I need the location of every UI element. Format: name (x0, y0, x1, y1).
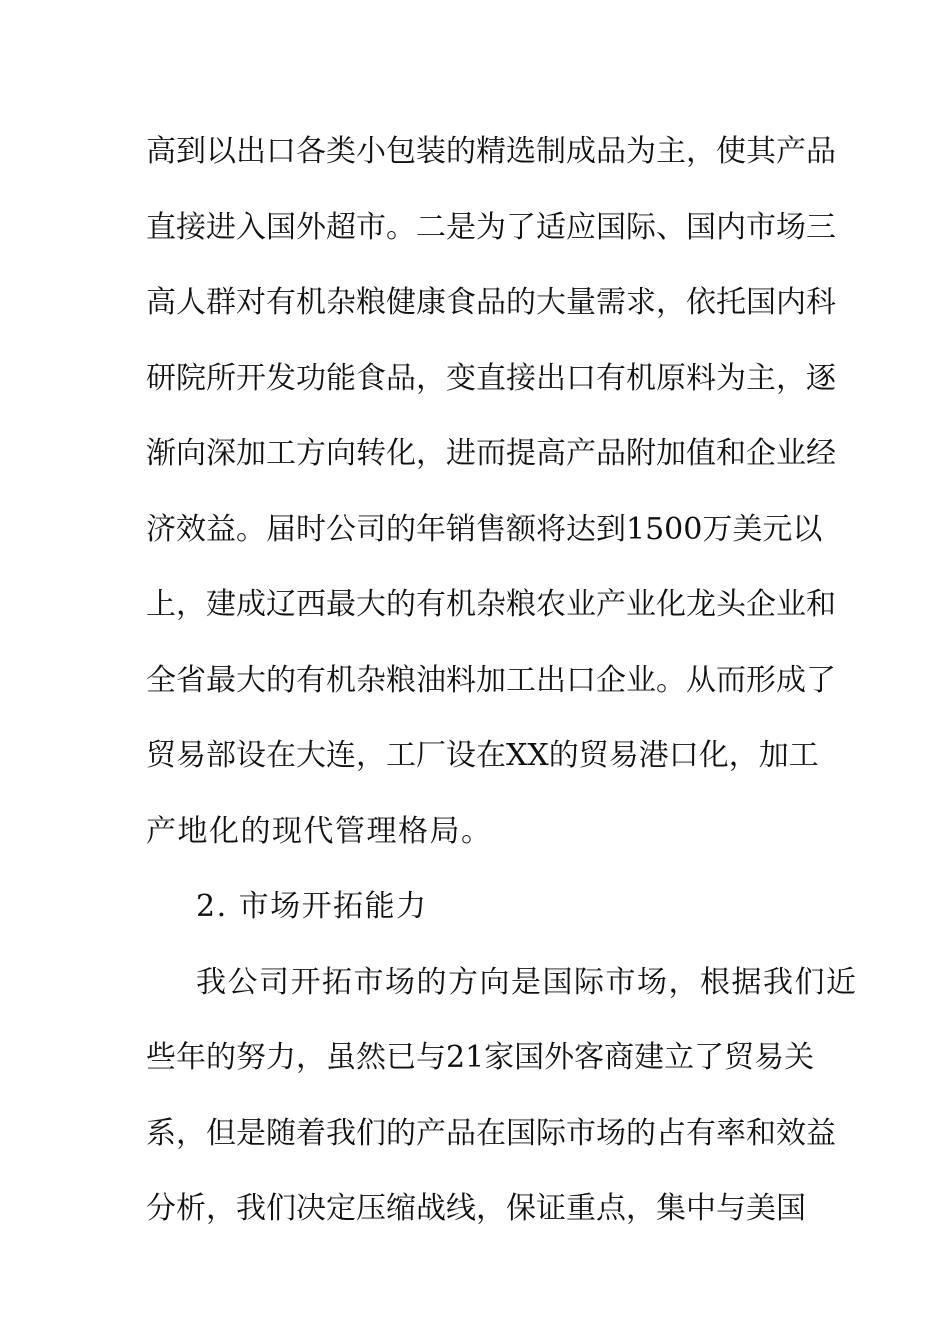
text-line-6: 济效益。届时公司的年销售额将达到1500万美元以 (146, 511, 823, 547)
text-line-3: 高人群对有机杂粮健康食品的大量需求，依托国内科 (146, 285, 836, 320)
text-line-1: 高到以出口各类小包装的精选制成品为主，使其产品 (146, 134, 836, 169)
text-line-10: 产地化的现代管理格局。 (146, 813, 493, 849)
text-line-2: 直接进入国外超市。二是为了适应国际、国内市场三 (146, 209, 836, 245)
text-line-7: 上，建成辽西最大的有机杂粮农业产业化龙头企业和 (146, 587, 836, 622)
paragraph-first-line: 我公司开拓市场的方向是国际市场，根据我们近 (196, 964, 858, 1000)
text-line-4: 研院所开发功能食品，变直接出口有机原料为主，逐 (146, 360, 836, 396)
text-line-15: 分析，我们决定压缩战线，保证重点，集中与美国 (146, 1191, 806, 1226)
text-line-13: 些年的努力，虽然已与21家国外客商建立了贸易关 (146, 1040, 815, 1075)
text-line-14: 系，但是随着我们的产品在国际市场的占有率和效益 (146, 1115, 836, 1151)
text-line-9: 贸易部设在大连，工厂设在XX的贸易港口化，加工 (146, 738, 819, 773)
section-heading: 2. 市场开拓能力 (196, 889, 428, 924)
text-line-5: 渐向深加工方向转化，进而提高产品附加值和企业经 (146, 436, 836, 471)
body-text (146, 122, 858, 1255)
text-line-8: 全省最大的有机杂粮油料加工出口企业。从而形成了 (146, 662, 836, 698)
